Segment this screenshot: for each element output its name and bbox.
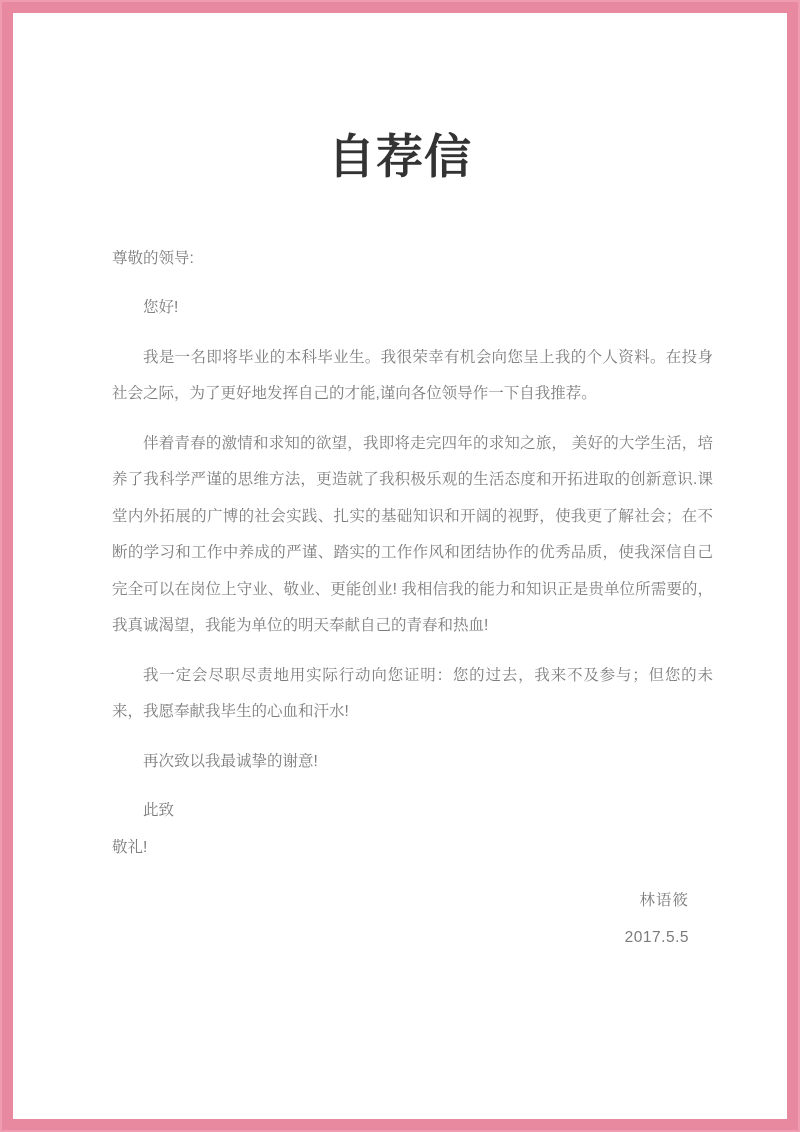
greeting: 您好!	[143, 299, 179, 317]
paragraph-intro: 我是一名即将毕业的本科毕业生。我很荣幸有机会向您呈上我的个人资料。在投身社会之际，为了更好地发挥自己的才能,谨向各位领导作一下自我推荐。	[112, 348, 713, 403]
paragraph-commitment: 我一定会尽职尽责地用实际行动向您证明：您的过去，我来不及参与；但您的未来，我愿奉献我毕生的心血和汗水!	[112, 666, 713, 721]
closing-cizhi: 此致	[143, 802, 175, 820]
letter-paper	[13, 13, 787, 1119]
spacer	[112, 277, 713, 290]
spacer	[112, 780, 713, 793]
spacer	[112, 731, 713, 744]
page-title: 自荐信	[328, 130, 472, 183]
closing-jingli: 敬礼!	[112, 838, 148, 856]
signature-block	[112, 883, 713, 956]
signature-name: 林语筱	[639, 892, 689, 910]
spacer	[112, 413, 713, 426]
signature-date: 2017.5.5	[624, 928, 689, 946]
paragraph-experience: 伴着青春的激情和求知的欲望，我即将走完四年的求知之旅， 美好的大学生活，培养了我科学严谨的思维方法，更造就了我积极乐观的生活态度和开拓进取的创新意识.课堂内外拓展的广博的社会实践、扎实的基础知识和开阔的视野，使我更了解社会；在不断的学习和工作中养成的严谨、踏实的工作作风和团结协作的优秀品质，使我深信自己完全可以在岗位上守业、敬业、更能创业! 我相信我的能力和知识正是贵单位所需要的，我真诚渴望，我能为单位的明天奉献自己的青春和热血!	[112, 434, 713, 635]
spacer	[112, 645, 713, 658]
paragraph-thanks: 再次致以我最诚挚的谢意!	[143, 752, 318, 770]
salutation: 尊敬的领导:	[112, 249, 194, 267]
spacer	[112, 327, 713, 340]
spacer	[112, 866, 713, 883]
letter-body	[13, 183, 787, 957]
